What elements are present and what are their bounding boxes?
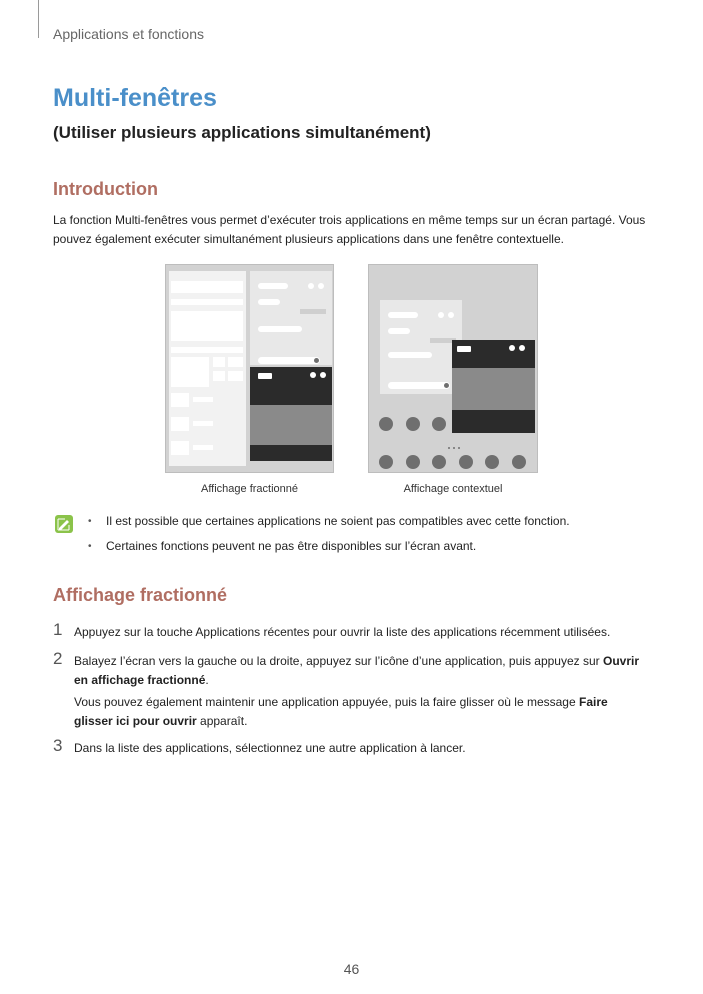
app-icon xyxy=(379,417,393,431)
app-icon xyxy=(432,417,446,431)
notes-list xyxy=(88,514,570,564)
introduction-text: La fonction Multi-fenêtres vous permet d’exécuter trois applications en même temps sur un écran partagé. Vous pouvez également exécuter simultanément plusieurs applications dans une fenêtre contextuelle. xyxy=(53,213,646,246)
mock-dot xyxy=(444,383,449,388)
mock-bar xyxy=(388,328,410,334)
popup-view-illustration xyxy=(368,264,538,473)
figure-caption-popup: Affichage contextuel xyxy=(403,483,503,495)
mock-thumb xyxy=(171,417,189,431)
mock-dot xyxy=(509,345,515,351)
step-text xyxy=(74,652,649,731)
mock-content-area xyxy=(250,405,332,445)
mock-line xyxy=(300,309,326,314)
mock-dot xyxy=(314,358,319,363)
popup-app-window xyxy=(380,300,462,394)
page-title: Multi-fenêtres xyxy=(53,84,217,112)
popup-dark-window xyxy=(452,340,535,433)
page-indicator-dot xyxy=(453,447,455,449)
step-text-part: apparaît. xyxy=(196,714,248,728)
header-divider xyxy=(38,0,39,38)
mock-line xyxy=(193,445,213,450)
mock-bar xyxy=(258,299,280,305)
mock-card xyxy=(171,311,243,341)
mock-thumb xyxy=(171,441,189,455)
mock-tile xyxy=(171,357,209,387)
mock-bar xyxy=(388,312,418,318)
left-app-window xyxy=(169,271,246,466)
bottom-right-app-window xyxy=(250,367,332,461)
mock-label xyxy=(457,346,471,352)
page-indicator-dot xyxy=(458,447,460,449)
page-indicator-dot xyxy=(448,447,450,449)
ui-label-open-split: Ouvrir en affichage fractionné xyxy=(74,654,639,687)
app-icon xyxy=(459,455,473,469)
mock-tile xyxy=(228,371,243,381)
mock-tile xyxy=(213,357,225,367)
mock-dot xyxy=(308,283,314,289)
mock-line xyxy=(171,299,243,305)
section-header: Applications et fonctions xyxy=(53,26,204,42)
split-view-illustration xyxy=(165,264,334,473)
note-item: • Certaines fonctions peuvent ne pas être disponibles sur l’écran avant. xyxy=(88,539,570,554)
mock-line xyxy=(193,397,213,402)
mock-content-area xyxy=(452,368,535,410)
note-item: • Il est possible que certaines applications ne soient pas compatibles avec cette fonction. xyxy=(88,514,570,529)
page-subtitle: (Utiliser plusieurs applications simultanément) xyxy=(53,123,431,142)
top-right-app-window xyxy=(250,271,332,365)
mock-thumb xyxy=(171,393,189,407)
mock-list-block xyxy=(171,281,243,293)
step-text-part: Balayez l’écran vers la gauche ou la droite, appuyez sur l’icône d’une application, puis appuyez sur xyxy=(74,654,603,668)
mock-bar xyxy=(258,326,302,332)
split-view-heading: Affichage fractionné xyxy=(53,585,228,605)
step-number: 3 xyxy=(53,736,63,755)
mock-dot xyxy=(519,345,525,351)
mock-dot xyxy=(318,283,324,289)
step-text: Dans la liste des applications, sélectionnez une autre application à lancer. xyxy=(74,741,466,755)
introduction-heading: Introduction xyxy=(53,179,158,199)
step-text-part: Vous pouvez également maintenir une application appuyée, puis la faire glisser où le message xyxy=(74,695,579,709)
mock-bar xyxy=(388,352,432,358)
step-text-part: . xyxy=(205,673,209,687)
step-text: Appuyez sur la touche Applications récentes pour ouvrir la liste des applications récemment utilisées. xyxy=(74,625,611,639)
mock-label xyxy=(258,373,272,379)
app-icon xyxy=(406,417,420,431)
mock-input xyxy=(258,357,320,364)
step-subtext xyxy=(74,693,649,731)
app-icon xyxy=(379,455,393,469)
ui-label-drag-here: Faire glisser ici pour ouvrir xyxy=(74,695,608,728)
figure-caption-split: Affichage fractionné xyxy=(200,483,299,495)
mock-input xyxy=(388,382,450,389)
page-number: 46 xyxy=(343,961,360,977)
step-number: 2 xyxy=(53,649,63,668)
mock-dot xyxy=(448,312,454,318)
mock-tile xyxy=(228,357,243,367)
app-icon xyxy=(485,455,499,469)
mock-bar xyxy=(258,283,288,289)
app-icon xyxy=(406,455,420,469)
mock-line xyxy=(171,347,243,353)
step-number: 1 xyxy=(53,620,63,639)
mock-line xyxy=(193,421,213,426)
app-icon xyxy=(432,455,446,469)
mock-tile xyxy=(213,371,225,381)
note-icon xyxy=(55,515,73,533)
mock-dot xyxy=(310,372,316,378)
mock-dot xyxy=(320,372,326,378)
mock-dot xyxy=(438,312,444,318)
app-icon xyxy=(512,455,526,469)
